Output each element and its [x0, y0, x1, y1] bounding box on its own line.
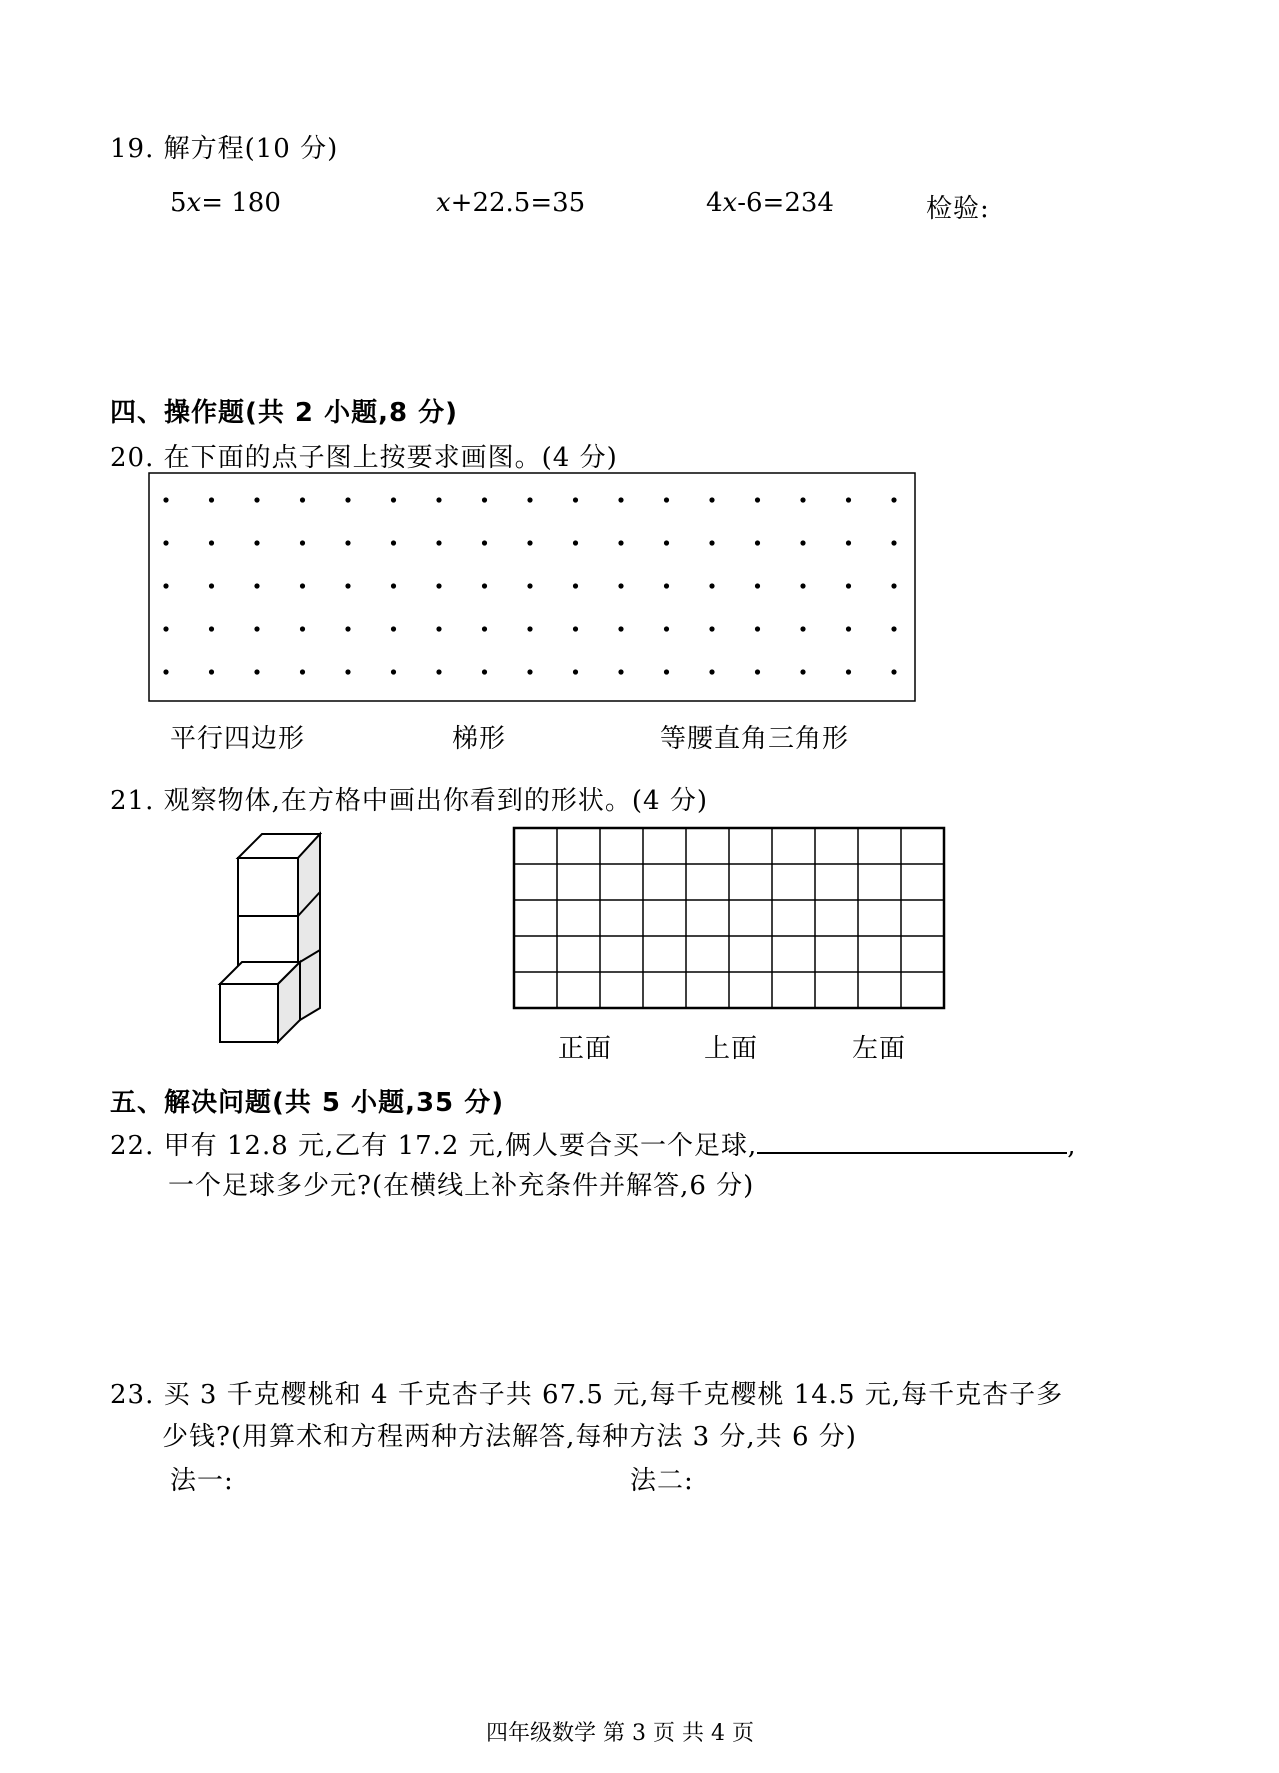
grid-dot[interactable]: [300, 583, 305, 588]
grid-dot[interactable]: [163, 583, 168, 588]
dot-grid-dots: [163, 497, 896, 674]
q19-title: 19. 解方程(10 分): [110, 134, 339, 164]
grid-dot[interactable]: [573, 540, 578, 545]
section-4-title: 四、操作题(共 2 小题,8 分): [110, 398, 458, 428]
grid-dot[interactable]: [482, 626, 487, 631]
grid-dot[interactable]: [345, 497, 350, 502]
grid-dot[interactable]: [800, 497, 805, 502]
label-parallelogram: 平行四边形: [170, 724, 306, 754]
grid-dot[interactable]: [163, 497, 168, 502]
check-label: 检验:: [926, 194, 990, 224]
grid-dot[interactable]: [709, 583, 714, 588]
grid-dot[interactable]: [664, 626, 669, 631]
cube-stack-figure: [212, 826, 322, 1048]
grid-dot[interactable]: [300, 626, 305, 631]
grid-dot[interactable]: [755, 669, 760, 674]
view-top: 上面: [704, 1034, 759, 1064]
grid-dot[interactable]: [664, 583, 669, 588]
grid-dot[interactable]: [209, 669, 214, 674]
grid-dot[interactable]: [345, 540, 350, 545]
grid-dot[interactable]: [300, 669, 305, 674]
grid-dot[interactable]: [755, 540, 760, 545]
grid-dot[interactable]: [436, 626, 441, 631]
grid-dot[interactable]: [482, 540, 487, 545]
equation-2: x+22.5=35: [436, 188, 586, 218]
grid-dot[interactable]: [891, 669, 896, 674]
grid-dot[interactable]: [254, 626, 259, 631]
answer-grid: [512, 826, 946, 1012]
equation-3: 4x-6=234: [706, 188, 834, 218]
method-1-label: 法一:: [170, 1466, 234, 1496]
grid-dot[interactable]: [436, 669, 441, 674]
grid-dot[interactable]: [254, 540, 259, 545]
cube-top-front: [238, 858, 298, 916]
section-5-title: 五、解决问题(共 5 小题,35 分): [110, 1088, 505, 1118]
grid-dot[interactable]: [482, 669, 487, 674]
grid-dot[interactable]: [254, 497, 259, 502]
grid-dot[interactable]: [482, 497, 487, 502]
grid-dot[interactable]: [846, 497, 851, 502]
grid-dot[interactable]: [163, 626, 168, 631]
grid-dot[interactable]: [846, 583, 851, 588]
grid-dot[interactable]: [618, 626, 623, 631]
grid-dot[interactable]: [163, 540, 168, 545]
grid-dot[interactable]: [573, 497, 578, 502]
grid-dot[interactable]: [891, 497, 896, 502]
view-front: 正面: [558, 1034, 613, 1064]
method-2-label: 法二:: [630, 1466, 694, 1496]
equation-1: 5x= 180: [170, 188, 281, 218]
grid-dot[interactable]: [482, 583, 487, 588]
grid-dot[interactable]: [846, 669, 851, 674]
grid-dot[interactable]: [755, 583, 760, 588]
grid-dot[interactable]: [209, 497, 214, 502]
label-isosceles-right-triangle: 等腰直角三角形: [660, 724, 850, 754]
q22-line-2: 一个足球多少元?(在横线上补充条件并解答,6 分): [168, 1171, 755, 1201]
grid-dot[interactable]: [527, 497, 532, 502]
grid-dot[interactable]: [800, 669, 805, 674]
q21-title: 21. 观察物体,在方格中画出你看到的形状。(4 分): [110, 786, 708, 816]
label-trapezoid: 梯形: [452, 724, 507, 754]
grid-dot[interactable]: [800, 583, 805, 588]
grid-dot[interactable]: [800, 540, 805, 545]
grid-dot[interactable]: [664, 497, 669, 502]
grid-dot[interactable]: [391, 669, 396, 674]
grid-dot[interactable]: [254, 669, 259, 674]
answer-grid-lines: [514, 828, 944, 1008]
grid-dot[interactable]: [300, 497, 305, 502]
grid-dot[interactable]: [573, 669, 578, 674]
grid-dot[interactable]: [436, 497, 441, 502]
q22-line-1: 22. 甲有 12.8 元,乙有 17.2 元,俩人要合买一个足球, ,: [110, 1125, 1077, 1162]
page-footer: 四年级数学 第 3 页 共 4 页: [486, 1721, 754, 1746]
grid-dot[interactable]: [664, 540, 669, 545]
grid-dot[interactable]: [709, 626, 714, 631]
grid-dot[interactable]: [163, 669, 168, 674]
grid-dot[interactable]: [391, 626, 396, 631]
grid-dot[interactable]: [891, 583, 896, 588]
grid-dot[interactable]: [391, 540, 396, 545]
grid-dot[interactable]: [391, 497, 396, 502]
q23-line-1: 23. 买 3 千克樱桃和 4 千克杏子共 67.5 元,每千克樱桃 14.5 元,每千克杏子多: [110, 1380, 1064, 1410]
view-left: 左面: [852, 1034, 907, 1064]
grid-dot[interactable]: [209, 626, 214, 631]
grid-dot[interactable]: [618, 540, 623, 545]
grid-dot[interactable]: [755, 626, 760, 631]
grid-dot[interactable]: [254, 583, 259, 588]
grid-dot[interactable]: [436, 583, 441, 588]
dot-grid: [148, 472, 918, 704]
grid-dot[interactable]: [755, 497, 760, 502]
grid-dot[interactable]: [891, 626, 896, 631]
grid-dot[interactable]: [709, 540, 714, 545]
grid-dot[interactable]: [800, 626, 805, 631]
grid-dot[interactable]: [573, 583, 578, 588]
grid-dot[interactable]: [846, 626, 851, 631]
grid-dot[interactable]: [618, 497, 623, 502]
grid-dot[interactable]: [709, 669, 714, 674]
grid-dot[interactable]: [527, 540, 532, 545]
grid-dot[interactable]: [527, 669, 532, 674]
grid-dot[interactable]: [709, 497, 714, 502]
grid-dot[interactable]: [527, 626, 532, 631]
grid-dot[interactable]: [436, 540, 441, 545]
cube-bottom-front: [220, 984, 278, 1042]
q22-answer-blank[interactable]: [757, 1128, 1067, 1154]
grid-dot[interactable]: [664, 669, 669, 674]
q20-title: 20. 在下面的点子图上按要求画图。(4 分): [110, 443, 618, 473]
cube-back-side: [300, 950, 320, 1020]
grid-dot[interactable]: [891, 540, 896, 545]
grid-dot[interactable]: [345, 626, 350, 631]
grid-dot[interactable]: [209, 583, 214, 588]
grid-dot[interactable]: [573, 626, 578, 631]
q23-line-2: 少钱?(用算术和方程两种方法解答,每种方法 3 分,共 6 分): [162, 1422, 857, 1452]
grid-dot[interactable]: [345, 583, 350, 588]
grid-dot[interactable]: [618, 669, 623, 674]
grid-dot[interactable]: [846, 540, 851, 545]
grid-dot[interactable]: [618, 583, 623, 588]
grid-dot[interactable]: [345, 669, 350, 674]
grid-dot[interactable]: [391, 583, 396, 588]
grid-dot[interactable]: [209, 540, 214, 545]
grid-dot[interactable]: [527, 583, 532, 588]
grid-dot[interactable]: [300, 540, 305, 545]
